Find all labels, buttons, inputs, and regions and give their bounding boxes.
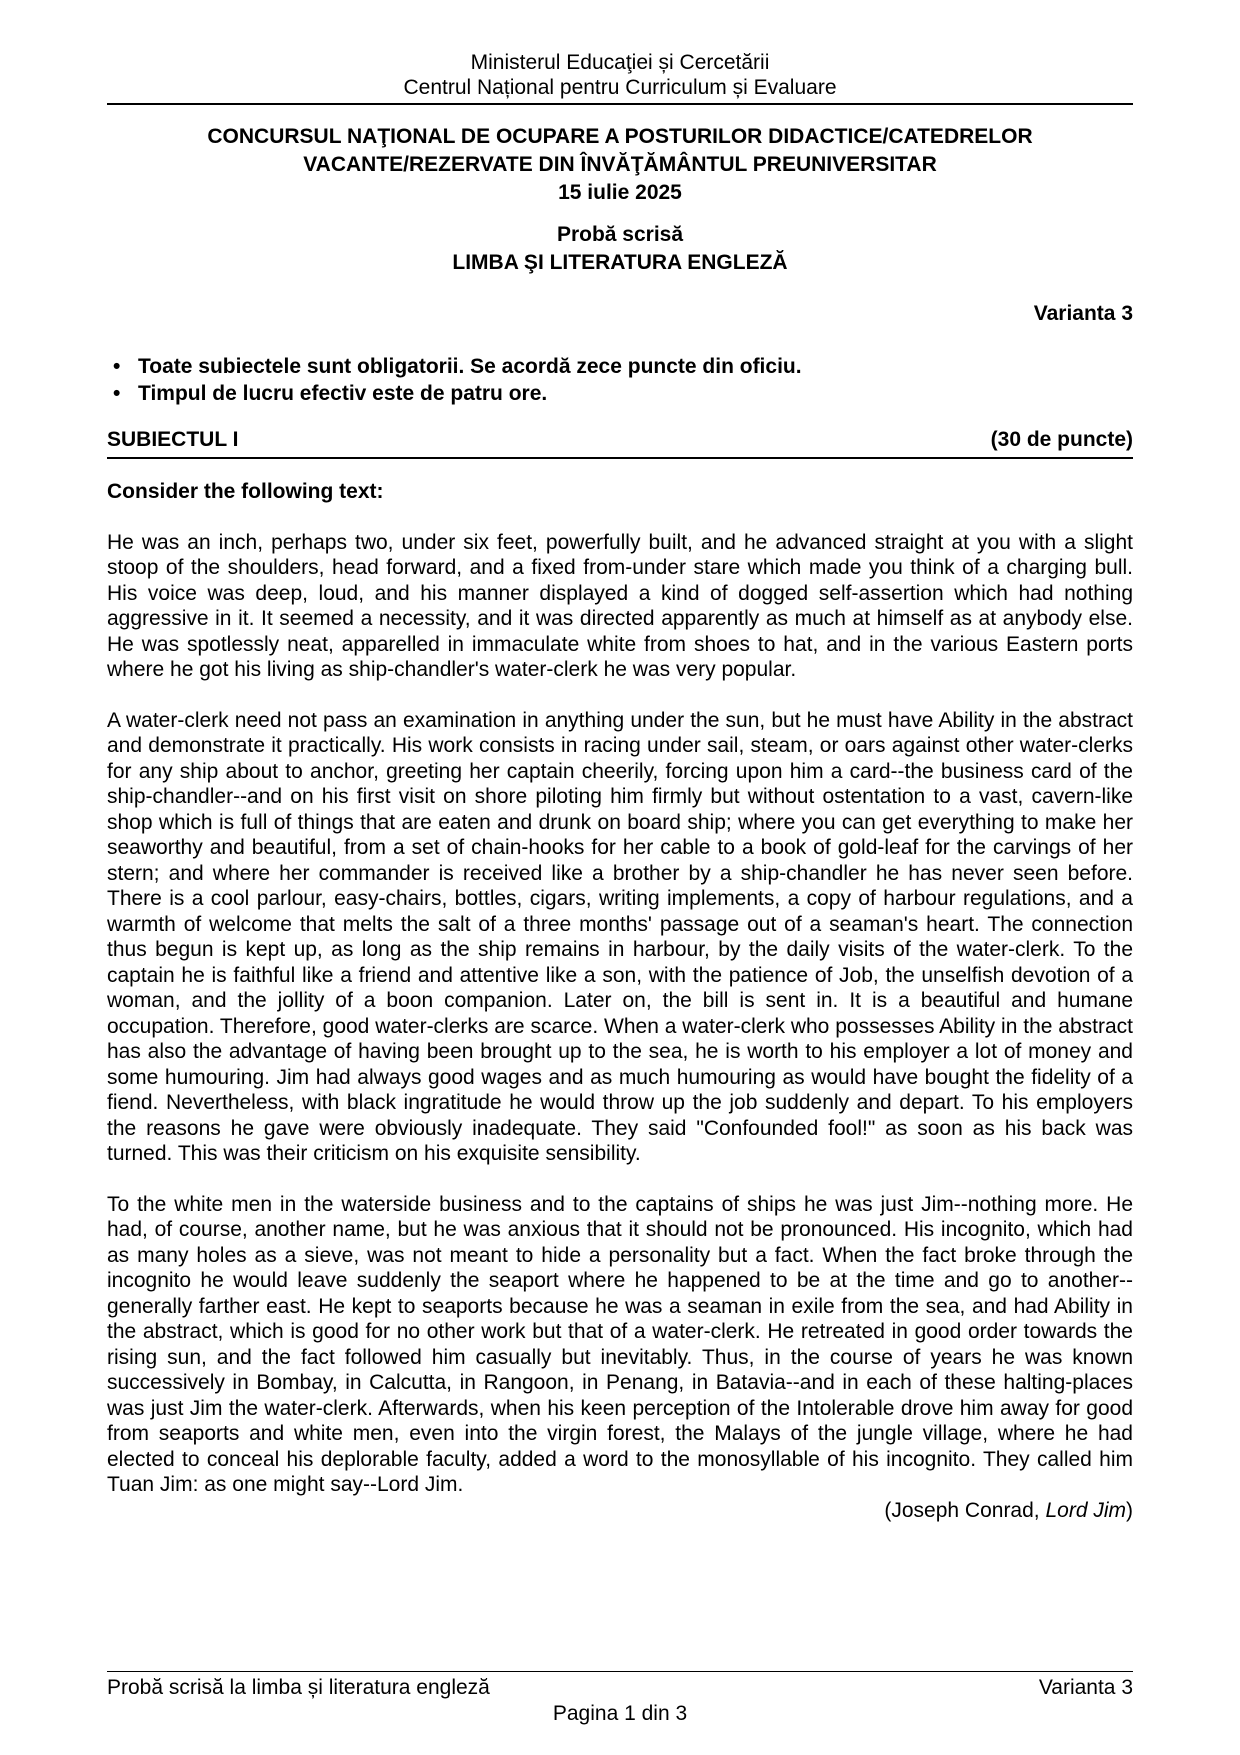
page-number: Pagina 1 din 3 <box>552 1702 688 1725</box>
attribution-line <box>107 1498 1133 1524</box>
text-paragraph: To the white men in the waterside business and to the captains of ships he was just Jim--nothing more. He had, of course, another name, but he was anxious that it should not be pronounced. His incognito, which had as many holes as a sieve, was not meant to hide a personality but a fact. When the fact broke through the incognito he would leave suddenly the seaport where he happened to be at the time and go to another--generally farther east. He kept to seaports because he was a seaman in exile from the sea, and had Ability in the abstract, which is good for no other work but that of a water-clerk. He retreated in good order towards the rising sun, and the fact followed him casually but inevitably. Thus, in the course of years he was known successively in Bombay, in Calcutta, in Rangoon, in Penang, in Batavia--and in each of these halting-places was just Jim the water-clerk. Afterwards, when his keen perception of the Intolerable drove him away for good from seaports and white men, even into the virgin forest, the Malays of the jungle village, where he had elected to conceal his deplorable faculty, added a word to the monosyllable of his incognito. They called him Tuan Jim: as one might say--Lord Jim. <box>107 1192 1133 1496</box>
footer-variant-label: Varianta 3 <box>1038 1676 1133 1699</box>
document-header <box>107 50 1133 100</box>
list-item <box>107 380 1133 407</box>
center-name: Centrul Național pentru Curriculum și Evaluare <box>403 76 837 99</box>
attribution-book-title: Lord Jim <box>1045 1498 1126 1522</box>
section-heading: SUBIECTUL I <box>107 427 239 451</box>
header-divider <box>107 103 1133 105</box>
instructions-list <box>107 353 1133 407</box>
instruction-text: Timpul de lucru efectiv este de patru ore. <box>138 381 548 405</box>
exam-title-line1: CONCURSUL NAŢIONAL DE OCUPARE A POSTURILOR DIDACTICE/CATEDRELOR <box>207 125 1033 148</box>
footer-exam-label: Probă scrisă la limba și literatura engleză <box>107 1676 490 1699</box>
section-intro: Consider the following text: <box>107 480 384 503</box>
bullet-icon: • <box>113 381 121 405</box>
section-points: (30 de puncte) <box>990 427 1133 451</box>
exam-title-line2: VACANTE/REZERVATE DIN ÎNVĂŢĂMÂNTUL PREUNIVERSITAR <box>303 153 937 176</box>
document-footer <box>107 1671 1133 1727</box>
text-paragraph: He was an inch, perhaps two, under six feet, powerfully built, and he advanced straight at you with a slight stoop of the shoulders, head forward, and a fixed from-under stare which made you think of a charging bull. His voice was deep, loud, and his manner displayed a kind of dogged self-assertion which had nothing aggressive in it. It seemed a necessity, and it was directed apparently as much at himself as at anybody else. He was spotlessly neat, apparelled in immaculate white from shoes to hat, and in the various Eastern ports where he got his living as ship-chandler's water-clerk he was very popular. <box>107 530 1133 681</box>
exam-title <box>107 123 1133 207</box>
footer-row <box>107 1675 1133 1701</box>
variant-label: Varianta 3 <box>1033 302 1133 325</box>
list-item <box>107 353 1133 380</box>
text-paragraph: A water-clerk need not pass an examination in anything under the sun, but he must have Ability in the abstract and demonstrate it practically. His work consists in racing under sail, steam, or oars against other water-clerks for any ship about to anchor, greeting her captain cheerily, forcing upon him a card--the business card of the ship-chandler--and on his first visit on shore piloting him firmly but without ostentation to a vast, cavern-like shop which is full of things that are eaten and drunk on board ship; where you can get everything to make her seaworthy and beautiful, from a set of chain-hooks for her cable to a book of gold-leaf for the carvings of her stern; and where her commander is received like a brother by a ship-chandler he has never seen before. There is a cool parlour, easy-chairs, bottles, cigars, writing implements, a copy of harbour regulations, and a warmth of welcome that melts the salt of a three months' passage out of a seaman's heart. The connection thus begun is kept up, as long as the ship remains in harbour, by the daily visits of the water-clerk. To the captain he is faithful like a friend and attentive like a son, with the patience of Job, the unselfish devotion of a woman, and the jollity of a boon companion. Later on, the bill is sent in. It is a beautiful and humane occupation. Therefore, good water-clerks are scarce. When a water-clerk who possesses Ability in the abstract has also the advantage of having been brought up to the sea, he is worth to his employer a lot of money and some humouring. Jim had always good wages and as much humouring as would have bought the fidelity of a fiend. Nevertheless, with black ingratitude he would throw up the job suddenly and depart. To his employers the reasons he gave were obviously inadequate. They said "Confounded fool!" as soon as his back was turned. This was their criticism on his exquisite sensibility. <box>107 708 1133 1165</box>
footer-divider <box>107 1671 1133 1672</box>
bullet-icon: • <box>113 354 121 378</box>
attribution-suffix: ) <box>1126 1498 1133 1522</box>
attribution-prefix: (Joseph Conrad, <box>884 1498 1046 1522</box>
exam-subject: LIMBA ŞI LITERATURA ENGLEZĂ <box>452 251 788 274</box>
instruction-text: Toate subiectele sunt obligatorii. Se acordă zece puncte din oficiu. <box>138 354 802 378</box>
section-heading-row <box>107 427 1133 460</box>
exam-type: Probă scrisă <box>556 223 684 246</box>
exam-type-block <box>107 221 1133 277</box>
ministry-name: Ministerul Educaţiei și Cercetării <box>470 51 770 74</box>
exam-date: 15 iulie 2025 <box>558 181 682 204</box>
